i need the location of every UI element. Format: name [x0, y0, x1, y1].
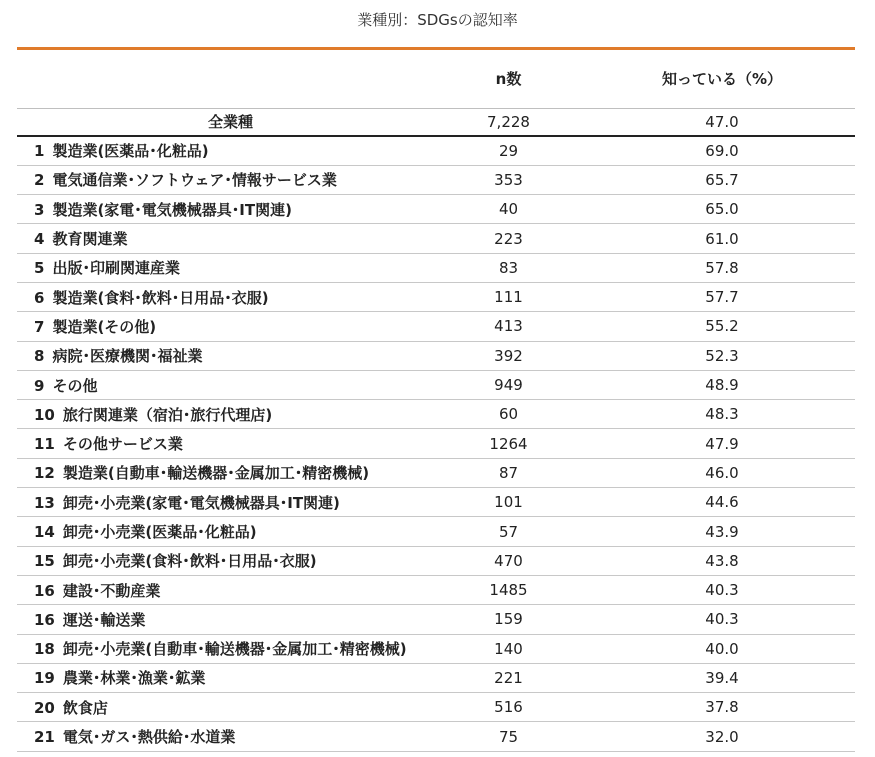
row-pct: 44.6: [589, 488, 855, 517]
row-rank: 1: [34, 142, 45, 161]
table-container: [17, 47, 855, 752]
row-n: 29: [428, 136, 589, 165]
row-label: [17, 136, 428, 165]
row-label-text: 製造業(家電･電気機械器具･IT関連): [52, 200, 292, 219]
row-pct: 55.2: [589, 312, 855, 341]
row-label: [17, 693, 428, 722]
row-rank: 9: [34, 376, 45, 395]
row-pct: 40.3: [589, 605, 855, 634]
table-row: [17, 165, 855, 194]
row-label: [17, 605, 428, 634]
row-rank: 4: [34, 230, 45, 249]
row-rank: 7: [34, 317, 45, 336]
row-label-text: 製造業(食料･飲料･日用品･衣服): [52, 288, 269, 307]
row-label-text: 旅行関連業（宿泊･旅行代理店): [62, 405, 273, 424]
row-rank: 21: [34, 728, 55, 747]
row-label-text: 卸売･小売業(家電･電気機械器具･IT関連): [62, 493, 340, 512]
row-label: [17, 429, 428, 458]
table-row: [17, 517, 855, 546]
header-n: n数: [428, 50, 589, 108]
row-n: 223: [428, 224, 589, 253]
row-pct: 48.9: [589, 370, 855, 399]
row-label: [17, 722, 428, 751]
row-n: 159: [428, 605, 589, 634]
row-pct: 61.0: [589, 224, 855, 253]
row-rank: 20: [34, 698, 55, 717]
table-row: [17, 663, 855, 692]
row-pct: 39.4: [589, 663, 855, 692]
row-pct: 40.3: [589, 575, 855, 604]
table-row: [17, 546, 855, 575]
row-label-text: その他サービス業: [62, 435, 183, 454]
row-pct: 37.8: [589, 693, 855, 722]
row-rank: 11: [34, 435, 55, 454]
row-n: 221: [428, 663, 589, 692]
header-category: [17, 50, 428, 108]
row-rank: 16: [34, 610, 55, 629]
table-row: [17, 722, 855, 751]
row-label: [17, 341, 428, 370]
row-pct: 48.3: [589, 400, 855, 429]
row-n: 1264: [428, 429, 589, 458]
row-label: [17, 458, 428, 487]
row-label-text: 教育関連業: [52, 230, 128, 249]
row-n: 111: [428, 282, 589, 311]
data-table: [17, 50, 855, 752]
row-label: [17, 575, 428, 604]
table-row: [17, 458, 855, 487]
row-pct: 46.0: [589, 458, 855, 487]
row-pct: 43.8: [589, 546, 855, 575]
row-label: [17, 634, 428, 663]
chart-title: 業種別：SDGsの認知率: [357, 11, 518, 29]
row-label: [17, 517, 428, 546]
row-n: 413: [428, 312, 589, 341]
row-rank: 15: [34, 552, 55, 571]
row-n: 101: [428, 488, 589, 517]
total-n: 7,228: [428, 108, 589, 136]
row-label-text: 卸売･小売業(自動車･輸送機器･金属加工･精密機械): [62, 640, 407, 659]
table-row: [17, 253, 855, 282]
row-label-text: 電気･ガス･熱供給･水道業: [62, 728, 236, 747]
total-pct: 47.0: [589, 108, 855, 136]
row-n: 57: [428, 517, 589, 546]
row-rank: 8: [34, 347, 45, 366]
row-n: 516: [428, 693, 589, 722]
header-row: [17, 50, 855, 108]
row-label-text: 製造業(医薬品･化粧品): [52, 142, 209, 161]
row-rank: 16: [34, 581, 55, 600]
table-row: [17, 634, 855, 663]
row-label: [17, 370, 428, 399]
row-label-text: 電気通信業･ソフトウェア･情報サービス業: [52, 171, 337, 190]
row-rank: 12: [34, 464, 55, 483]
table-row: [17, 429, 855, 458]
row-rank: 6: [34, 288, 45, 307]
table-row: [17, 282, 855, 311]
row-label-text: 農業･林業･漁業･鉱業: [62, 669, 206, 688]
table-row: [17, 400, 855, 429]
row-label: [17, 195, 428, 224]
header-pct: 知っている（%）: [589, 50, 855, 108]
row-label: [17, 253, 428, 282]
row-rank: 3: [34, 200, 45, 219]
table-row: [17, 575, 855, 604]
row-label-text: 卸売･小売業(食料･飲料･日用品･衣服): [62, 552, 317, 571]
row-label-text: 建設･不動産業: [62, 581, 161, 600]
row-n: 949: [428, 370, 589, 399]
row-n: 87: [428, 458, 589, 487]
row-n: 60: [428, 400, 589, 429]
table-row: [17, 341, 855, 370]
row-label-text: 製造業(その他): [52, 317, 157, 336]
row-n: 392: [428, 341, 589, 370]
row-label: [17, 282, 428, 311]
row-label-text: 飲食店: [62, 698, 108, 717]
row-pct: 52.3: [589, 341, 855, 370]
row-n: 140: [428, 634, 589, 663]
row-label-text: 製造業(自動車･輸送機器･金属加工･精密機械): [62, 464, 370, 483]
row-rank: 10: [34, 405, 55, 424]
table-row: [17, 136, 855, 165]
row-n: 83: [428, 253, 589, 282]
row-pct: 40.0: [589, 634, 855, 663]
row-pct: 43.9: [589, 517, 855, 546]
row-n: 470: [428, 546, 589, 575]
row-label: [17, 546, 428, 575]
row-label: [17, 165, 428, 194]
table-row: [17, 605, 855, 634]
row-pct: 65.0: [589, 195, 855, 224]
total-label: 全業種: [17, 108, 428, 136]
row-rank: 2: [34, 171, 45, 190]
table-row: [17, 224, 855, 253]
row-pct: 47.9: [589, 429, 855, 458]
row-label-text: 病院･医療機関･福祉業: [52, 347, 203, 366]
row-n: 1485: [428, 575, 589, 604]
row-pct: 57.8: [589, 253, 855, 282]
row-rank: 19: [34, 669, 55, 688]
table-row: [17, 693, 855, 722]
row-label: [17, 663, 428, 692]
row-label: [17, 224, 428, 253]
total-row: [17, 108, 855, 136]
row-pct: 57.7: [589, 282, 855, 311]
row-label: [17, 400, 428, 429]
row-label: [17, 488, 428, 517]
row-pct: 65.7: [589, 165, 855, 194]
table-row: [17, 312, 855, 341]
row-pct: 69.0: [589, 136, 855, 165]
row-n: 75: [428, 722, 589, 751]
row-rank: 13: [34, 493, 55, 512]
table-row: [17, 488, 855, 517]
row-rank: 5: [34, 259, 45, 278]
row-n: 353: [428, 165, 589, 194]
row-label: [17, 312, 428, 341]
row-rank: 14: [34, 523, 55, 541]
row-pct: 32.0: [589, 722, 855, 751]
row-label-text: その他: [52, 376, 98, 395]
row-label-text: 卸売･小売業(医薬品･化粧品): [62, 523, 257, 541]
row-rank: 18: [34, 640, 55, 659]
row-label-text: 出版･印刷関連産業: [52, 259, 180, 278]
table-row: [17, 195, 855, 224]
row-n: 40: [428, 195, 589, 224]
row-label-text: 運送･輸送業: [62, 610, 146, 629]
table-row: [17, 370, 855, 399]
